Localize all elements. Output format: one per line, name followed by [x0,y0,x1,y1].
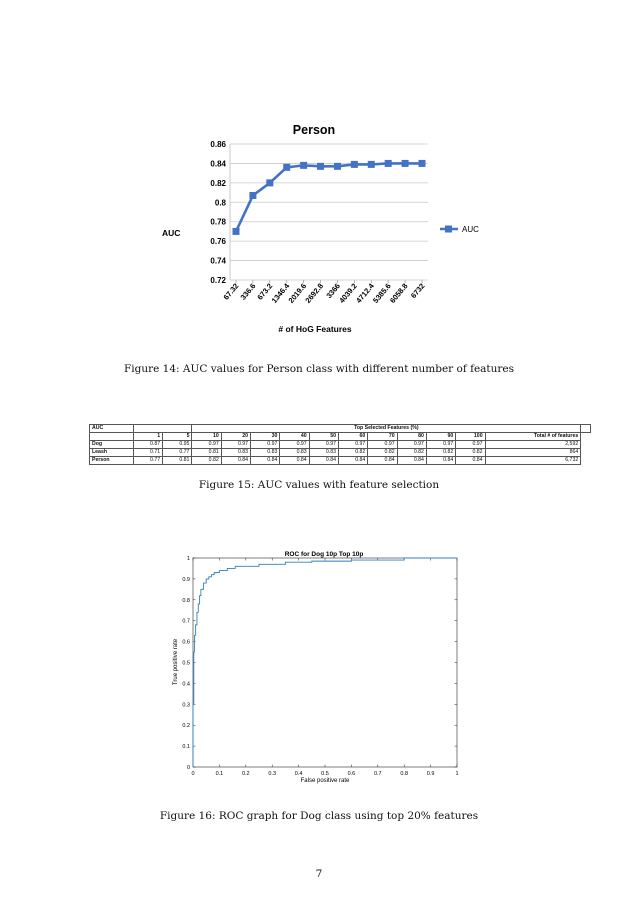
table-cell: 0.83 [309,449,338,457]
chart-title: Person [292,123,336,137]
table-cell: 0.84 [251,457,280,465]
table-cell: 0.83 [280,449,309,457]
x-tick-label: 5385.6 [371,281,393,305]
y-tick-label: 0.76 [210,237,226,247]
data-point [351,161,358,168]
row-label: Person [90,457,134,465]
data-point [368,161,375,168]
data-point [334,163,341,170]
table-cell: 0.97 [280,441,309,449]
y-tick-label: 0.3 [182,702,190,709]
y-axis-label: AUC [162,228,181,238]
x-tick-label: 0.4 [294,771,303,777]
table-cell: 2,592 [485,441,581,449]
table-cell: 0.97 [309,441,338,449]
x-tick-label: 0.2 [241,771,250,777]
figure14-chart [150,118,510,348]
x-tick-label: 673.2 [255,281,275,302]
y-tick-label: 0.82 [210,178,226,188]
column-header: 70 [368,433,397,441]
table-cell: 0.95 [163,441,192,449]
y-tick-label: 0 [186,765,190,771]
x-tick-label: 0.7 [373,771,382,777]
table-blank-cell [581,425,591,433]
figure14-caption: Figure 14: AUC values for Person class with different number of features [123,363,515,375]
data-point [419,160,426,167]
table-cell: 0.97 [397,441,426,449]
figure16-chart [162,546,472,786]
y-tick-label: 0.74 [210,256,226,266]
series-line [236,163,422,231]
table-cell: 0.97 [426,441,455,449]
table-cell: 0.97 [339,441,368,449]
x-tick-label: 6732 [408,281,427,301]
y-tick-label: 0.6 [182,639,190,646]
x-tick-label: 6058.8 [387,281,410,305]
table-cell: 0.84 [221,457,250,465]
x-tick-label: 1 [455,771,459,777]
table-cell: 0.84 [280,457,309,465]
column-header: 5 [163,433,192,441]
table-cell: 0.81 [192,449,221,457]
x-tick-label: 3366 [324,281,342,301]
table-cell: 0.97 [251,441,280,449]
column-header: 60 [339,433,368,441]
table-row [90,449,591,457]
table-cell: 0.84 [426,457,455,465]
table-cell: 0.82 [339,449,368,457]
plot-frame [193,558,457,767]
table-cell: 0.77 [133,457,162,465]
x-tick-label: 2019.6 [286,281,309,305]
x-axis-label: # of HoG Features [278,324,352,334]
table-group-header: Top Selected Features (%) [192,425,581,433]
table-cell: 0.84 [309,457,338,465]
column-header: 50 [309,433,338,441]
x-tick-label: 0 [191,771,195,777]
y-tick-label: 0.78 [210,217,226,227]
column-header: 20 [221,433,250,441]
table-header-row [90,425,591,433]
data-point [317,163,324,170]
y-tick-label: 0.1 [182,744,190,751]
column-header: 10 [192,433,221,441]
y-tick-label: 0.9 [182,576,190,583]
y-tick-label: 0.2 [182,723,190,730]
table-cell: 864 [485,449,581,457]
x-tick-label: 336.6 [238,281,258,302]
table-column-row [90,433,591,441]
figure16-caption: Figure 16: ROC graph for Dog class using top 20% features [159,810,479,822]
column-header: Total # of features [485,433,581,441]
table-cell: 6,732 [485,457,581,465]
roc-curve [193,558,457,767]
data-point [300,162,307,169]
table-corner: AUC [90,425,134,433]
table-blank-cell [133,425,192,433]
x-tick-label: 0.1 [215,771,224,777]
table-cell: 0.82 [368,449,397,457]
table-cell: 0.84 [456,457,485,465]
column-header: 1 [133,433,162,441]
page-number: 7 [315,868,323,880]
auc-table [89,424,591,465]
table-cell: 0.82 [397,449,426,457]
x-axis-label: False positive rate [300,778,350,784]
table-cell: 0.97 [221,441,250,449]
legend-marker [445,226,452,233]
table-cell: 0.84 [339,457,368,465]
table-cell: 0.71 [133,449,162,457]
table-cell: 0.84 [397,457,426,465]
table-cell: 0.82 [426,449,455,457]
data-point [283,164,290,171]
table-cell: 0.83 [221,449,250,457]
y-tick-label: 1 [186,556,190,562]
x-tick-label: 1346.4 [269,281,292,305]
y-axis-label: True positive rate [173,638,179,686]
column-header: 100 [456,433,485,441]
figure15-caption: Figure 15: AUC values with feature selection [198,479,440,491]
table-cell: 0.84 [368,457,397,465]
table-row [90,457,591,465]
y-tick-label: 0.8 [182,597,190,604]
y-tick-label: 0.8 [214,198,226,208]
column-header: 80 [397,433,426,441]
data-point [402,160,409,167]
table-cell: 0.87 [133,441,162,449]
table-cell: 0.81 [163,457,192,465]
legend [440,225,479,234]
legend-label: AUC [462,225,479,234]
table-row [90,441,591,449]
data-point [249,192,256,199]
chart-title: ROC for Dog 10p Top 10p [284,551,364,558]
table-cell: 0.77 [163,449,192,457]
data-point [233,228,240,235]
table-cell: 0.97 [192,441,221,449]
x-tick-label: 0.6 [347,771,356,777]
x-tick-label: 0.3 [268,771,277,777]
x-tick-label: 4039.2 [337,281,359,305]
table-blank-cell [90,433,134,441]
table-cell: 0.82 [456,449,485,457]
table-cell: 0.97 [368,441,397,449]
y-tick-label: 0.72 [210,276,226,285]
table-cell: 0.82 [192,457,221,465]
data-point [266,179,273,186]
x-tick-label: 0.9 [426,771,435,777]
column-header: 90 [426,433,455,441]
data-point [385,160,392,167]
x-tick-label: 4712.4 [354,281,376,305]
row-label: Leash [90,449,134,457]
y-tick-label: 0.5 [182,660,190,667]
y-tick-label: 0.86 [210,140,226,149]
y-tick-label: 0.84 [210,159,226,169]
table-cell: 0.83 [251,449,280,457]
row-label: Dog [90,441,134,449]
column-header: 40 [280,433,309,441]
x-tick-label: 0.8 [400,771,409,777]
x-tick-label: 67.32 [221,281,241,302]
y-tick-label: 0.7 [182,618,190,625]
table-cell: 0.97 [456,441,485,449]
y-tick-label: 0.4 [182,681,190,688]
x-tick-label: 2692.8 [303,281,326,305]
column-header: 30 [251,433,280,441]
x-tick-label: 0.5 [321,771,329,777]
